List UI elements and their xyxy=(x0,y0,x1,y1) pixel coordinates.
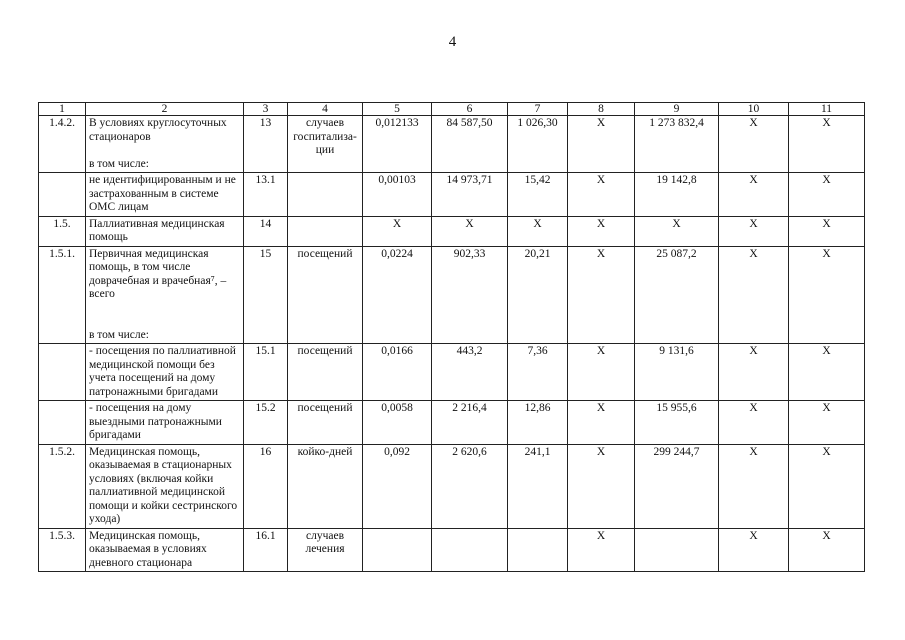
row-name: Медицинская помощь, оказываемая в условиях дневного стационара xyxy=(86,528,244,572)
cell-value: 25 087,2 xyxy=(635,246,719,344)
line-number: 15.1 xyxy=(244,344,288,401)
cell-value: Х xyxy=(432,216,508,246)
unit: койко-дней xyxy=(288,444,363,528)
row-name: Медицинская помощь, оказываемая в стационарных условиях (включая койки паллиативной медицинской помощи и койки сестринского ухода) xyxy=(86,444,244,528)
cell-value: Х xyxy=(789,401,865,445)
row-name: В условиях круглосуточных стационаров в том числе: xyxy=(86,116,244,173)
column-header: 1 xyxy=(39,103,86,116)
cell-value: Х xyxy=(568,173,635,217)
cell-value: 0,0058 xyxy=(363,401,432,445)
page-number: 4 xyxy=(448,34,457,50)
column-header: 10 xyxy=(719,103,789,116)
line-number: 13.1 xyxy=(244,173,288,217)
cell-value: 2 216,4 xyxy=(432,401,508,445)
cell-value: Х xyxy=(719,173,789,217)
cell-value: Х xyxy=(719,116,789,173)
line-number: 16 xyxy=(244,444,288,528)
column-header: 2 xyxy=(86,103,244,116)
cell-value: 241,1 xyxy=(508,444,568,528)
cell-value: Х xyxy=(508,216,568,246)
cell-value: 15,42 xyxy=(508,173,568,217)
cell-value: Х xyxy=(719,528,789,572)
row-name: Первичная медицинская помощь, в том числе доврачебная и врачебная⁷, – всего в том числе: xyxy=(86,246,244,344)
column-header: 3 xyxy=(244,103,288,116)
cell-value: Х xyxy=(568,401,635,445)
cell-value: 15 955,6 xyxy=(635,401,719,445)
unit: посещений xyxy=(288,344,363,401)
cell-value: Х xyxy=(568,216,635,246)
row-code xyxy=(39,344,86,401)
row-code: 1.5.3. xyxy=(39,528,86,572)
cell-value: 1 026,30 xyxy=(508,116,568,173)
unit xyxy=(288,216,363,246)
table-row xyxy=(39,444,865,528)
cell-value: Х xyxy=(568,344,635,401)
column-header: 7 xyxy=(508,103,568,116)
table-row xyxy=(39,528,865,572)
line-number: 15 xyxy=(244,246,288,344)
table-row xyxy=(39,216,865,246)
table-row xyxy=(39,344,865,401)
row-name: - посещения на дому выездными патронажными бригадами xyxy=(86,401,244,445)
cell-value: 7,36 xyxy=(508,344,568,401)
column-header: 9 xyxy=(635,103,719,116)
cell-value: Х xyxy=(568,116,635,173)
cell-value xyxy=(363,528,432,572)
cell-value: Х xyxy=(789,444,865,528)
cell-value: 9 131,6 xyxy=(635,344,719,401)
cell-value: 20,21 xyxy=(508,246,568,344)
cell-value xyxy=(432,528,508,572)
cell-value: 12,86 xyxy=(508,401,568,445)
cell-value: Х xyxy=(568,528,635,572)
cell-value: 19 142,8 xyxy=(635,173,719,217)
table-header-row xyxy=(39,103,865,116)
cell-value: Х xyxy=(719,401,789,445)
cell-value xyxy=(508,528,568,572)
unit: посещений xyxy=(288,246,363,344)
cell-value: Х xyxy=(363,216,432,246)
cell-value: Х xyxy=(719,444,789,528)
row-code: 1.4.2. xyxy=(39,116,86,173)
cell-value: Х xyxy=(789,216,865,246)
table-row xyxy=(39,173,865,217)
line-number: 16.1 xyxy=(244,528,288,572)
cell-value: Х xyxy=(568,246,635,344)
column-header: 6 xyxy=(432,103,508,116)
row-code xyxy=(39,401,86,445)
cell-value: Х xyxy=(789,344,865,401)
row-name: не идентифицированным и не застрахованным в системе ОМС лицам xyxy=(86,173,244,217)
cell-value: Х xyxy=(719,344,789,401)
cell-value: 84 587,50 xyxy=(432,116,508,173)
cell-value: Х xyxy=(719,216,789,246)
cell-value: Х xyxy=(789,116,865,173)
unit: посещений xyxy=(288,401,363,445)
cell-value: 0,092 xyxy=(363,444,432,528)
table-row xyxy=(39,401,865,445)
cell-value: Х xyxy=(719,246,789,344)
cell-value: 299 244,7 xyxy=(635,444,719,528)
cell-value: Х xyxy=(789,246,865,344)
row-name: Паллиативная медицинская помощь xyxy=(86,216,244,246)
row-code: 1.5. xyxy=(39,216,86,246)
cell-value: 443,2 xyxy=(432,344,508,401)
cell-value: Х xyxy=(568,444,635,528)
cell-value xyxy=(635,528,719,572)
unit: случаев госпитализа-ции xyxy=(288,116,363,173)
cell-value: 0,00103 xyxy=(363,173,432,217)
cell-value: 0,0166 xyxy=(363,344,432,401)
cell-value: Х xyxy=(789,173,865,217)
row-code: 1.5.2. xyxy=(39,444,86,528)
row-code: 1.5.1. xyxy=(39,246,86,344)
table-row xyxy=(39,246,865,344)
row-name: - посещения по паллиативной медицинской помощи без учета посещений на дому патронажными бригадами xyxy=(86,344,244,401)
data-table xyxy=(38,102,865,572)
cell-value: 2 620,6 xyxy=(432,444,508,528)
cell-value: 902,33 xyxy=(432,246,508,344)
cell-value: Х xyxy=(789,528,865,572)
column-header: 5 xyxy=(363,103,432,116)
row-code xyxy=(39,173,86,217)
line-number: 14 xyxy=(244,216,288,246)
column-header: 8 xyxy=(568,103,635,116)
table-row xyxy=(39,116,865,173)
line-number: 13 xyxy=(244,116,288,173)
cell-value: 0,012133 xyxy=(363,116,432,173)
cell-value: Х xyxy=(635,216,719,246)
line-number: 15.2 xyxy=(244,401,288,445)
cell-value: 1 273 832,4 xyxy=(635,116,719,173)
cell-value: 14 973,71 xyxy=(432,173,508,217)
column-header: 11 xyxy=(789,103,865,116)
cell-value: 0,0224 xyxy=(363,246,432,344)
unit xyxy=(288,173,363,217)
column-header: 4 xyxy=(288,103,363,116)
unit: случаев лечения xyxy=(288,528,363,572)
